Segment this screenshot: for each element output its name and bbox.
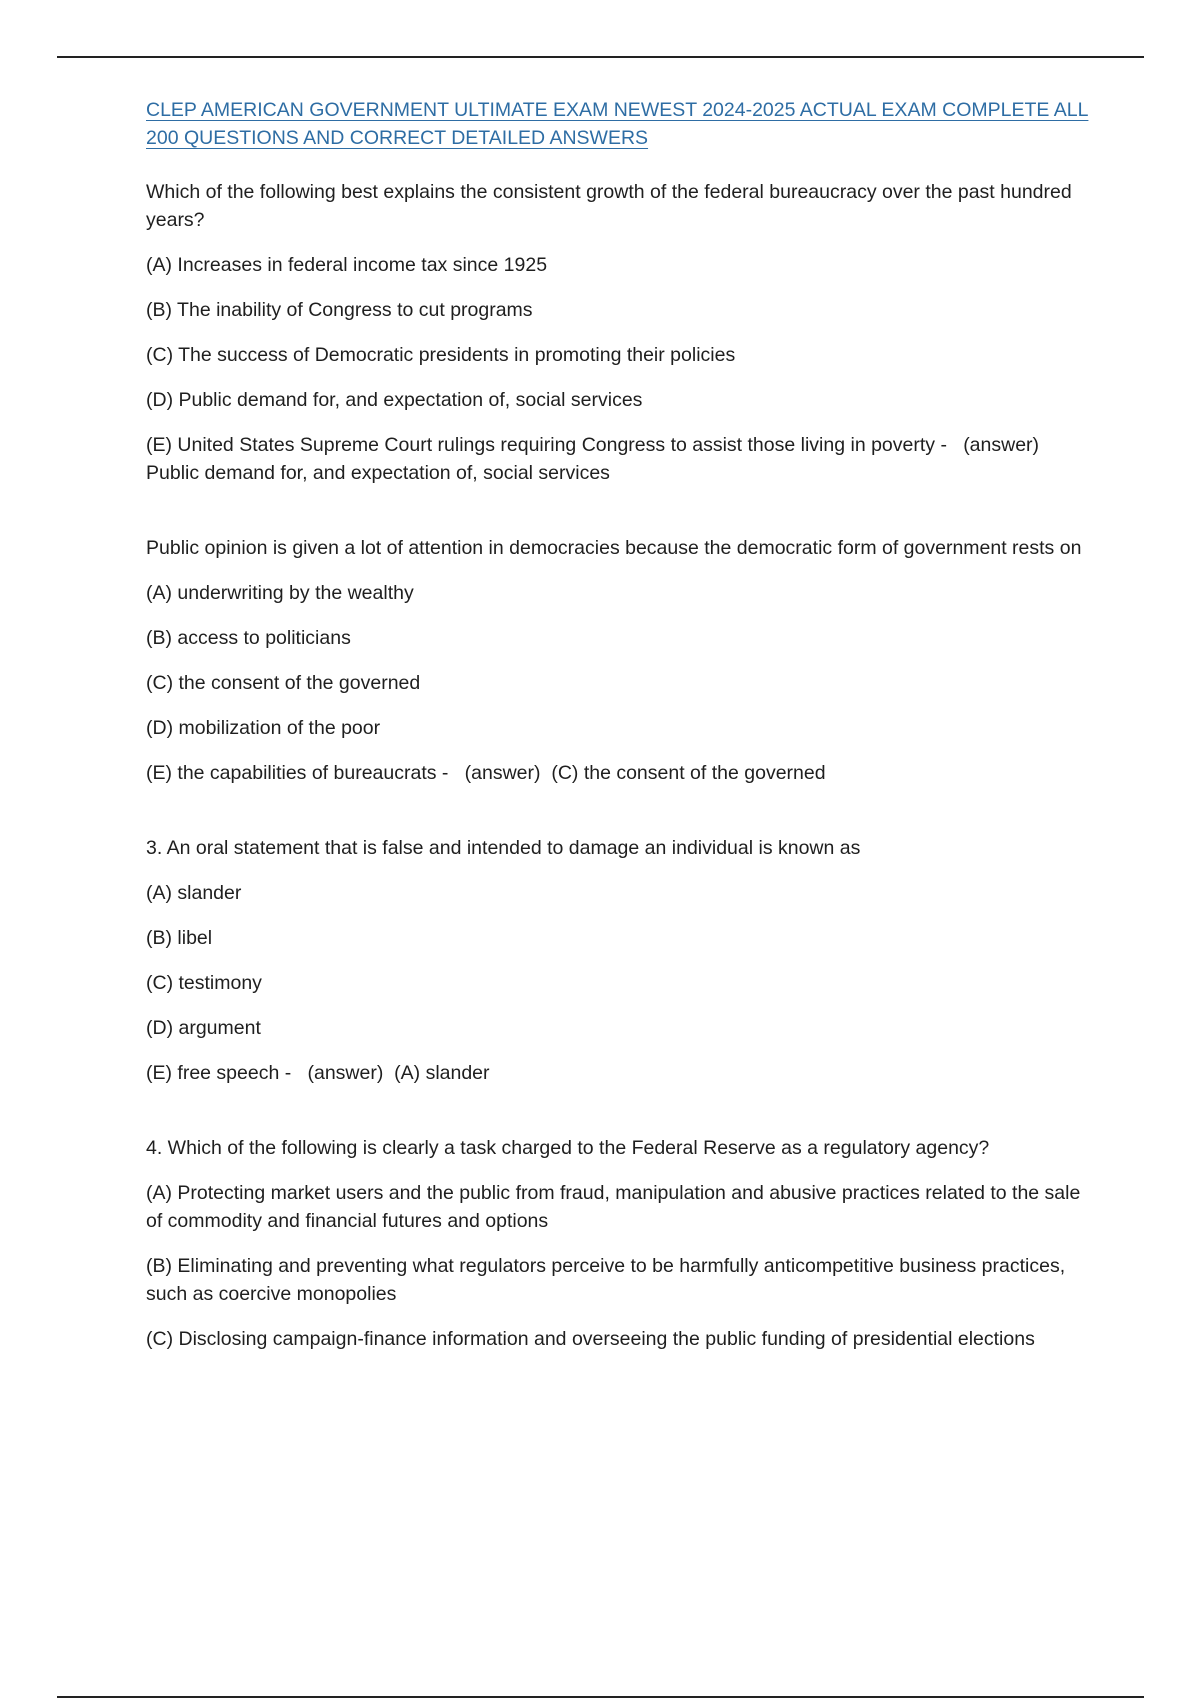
question-4	[146, 1134, 1090, 1353]
header-rule	[57, 56, 1144, 58]
answer-option: (A) slander	[146, 882, 242, 904]
footer-rule	[57, 1696, 1144, 1698]
answer-option: (B) The inability of Congress to cut programs	[146, 299, 533, 321]
answer-option: (C) the consent of the governed	[146, 672, 421, 694]
answer-option: (A) underwriting by the wealthy	[146, 582, 414, 604]
question-2	[146, 534, 1090, 787]
answer-option: (D) mobilization of the poor	[146, 717, 381, 739]
answer-option-with-answer: (E) the capabilities of bureaucrats - (answer) (C) the consent of the governed	[146, 762, 826, 784]
page-content	[146, 96, 1090, 1370]
answer-option: (C) testimony	[146, 972, 262, 994]
question-text: Public opinion is given a lot of attention in democracies because the democratic form of government rests on	[146, 537, 1082, 559]
answer-option: (D) argument	[146, 1017, 261, 1039]
answer-option-with-answer: (E) United States Supreme Court rulings requiring Congress to assist those living in poverty - (answer) Public demand for, and expectation of, social services	[146, 434, 1045, 484]
question-1	[146, 178, 1090, 487]
question-text: 3. An oral statement that is false and intended to damage an individual is known as	[146, 837, 861, 859]
answer-option: (A) Protecting market users and the public from fraud, manipulation and abusive practices related to the sale of commodity and financial futures and options	[146, 1182, 1081, 1232]
question-text: 4. Which of the following is clearly a task charged to the Federal Reserve as a regulatory agency?	[146, 1137, 990, 1159]
document-title-link[interactable]: CLEP AMERICAN GOVERNMENT ULTIMATE EXAM NEWEST 2024-2025 ACTUAL EXAM COMPLETE ALL 200 QUESTIONS AND CORRECT DETAILED ANSWERS	[146, 99, 1089, 149]
answer-option: (B) Eliminating and preventing what regulators perceive to be harmfully anticompetitive business practices, such as coercive monopolies	[146, 1255, 1066, 1305]
question-3	[146, 834, 1090, 1087]
answer-option: (B) access to politicians	[146, 627, 351, 649]
answer-option: (B) libel	[146, 927, 213, 949]
answer-option: (D) Public demand for, and expectation of, social services	[146, 389, 643, 411]
question-text: Which of the following best explains the consistent growth of the federal bureaucracy over the past hundred years?	[146, 181, 1072, 231]
answer-option: (C) The success of Democratic presidents in promoting their policies	[146, 344, 736, 366]
answer-option-with-answer: (E) free speech - (answer) (A) slander	[146, 1062, 490, 1084]
answer-option: (C) Disclosing campaign-finance information and overseeing the public funding of presidential elections	[146, 1328, 1035, 1350]
answer-option: (A) Increases in federal income tax since 1925	[146, 254, 548, 276]
